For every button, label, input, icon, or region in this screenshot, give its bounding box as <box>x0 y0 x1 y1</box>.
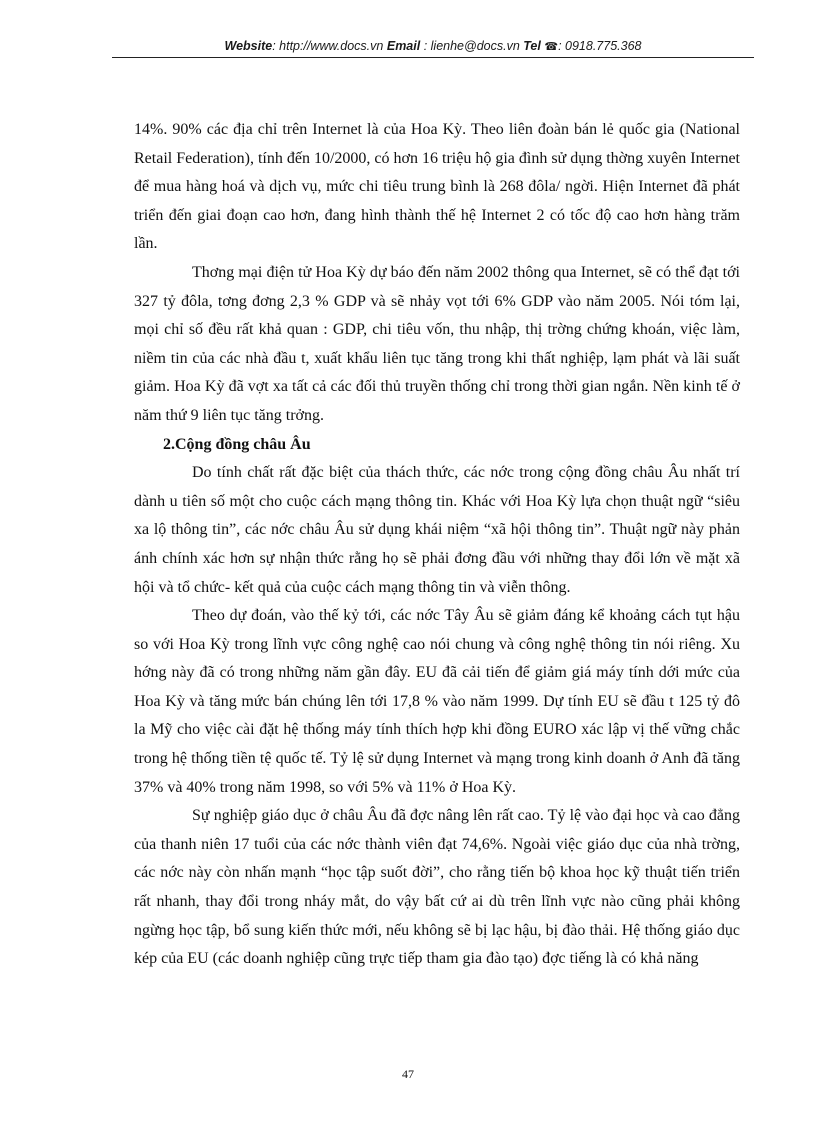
website-value: : http://www.docs.vn <box>272 39 384 53</box>
website-label: Website <box>224 39 273 53</box>
page-header <box>112 39 754 58</box>
tel-value: : 0918.775.368 <box>558 39 642 53</box>
email-value: : lienhe@docs.vn <box>423 39 520 53</box>
tel-label: Tel <box>523 39 541 53</box>
paragraph-4: Theo dự đoán, vào thế kỷ tới, các nớc Tây Âu sẽ giảm đáng kể khoảng cách tụt hậu so với Hoa Kỳ trong lĩnh vực công nghệ cao nói chung và công nghệ thông tin nói riêng. Xu hớng này đã có trong những năm gần đây. EU đã cải tiến để giảm giá máy tính dới mức của Hoa Kỳ và tăng mức bán chúng lên tới 17,8 % vào năm 1999. Dự tính EU sẽ đầu t 125 tỷ đô la Mỹ cho việc cài đặt hệ thống máy tính thích hợp khi đồng EURO xác lập vị thế vững chắc trong hệ thống tiền tệ quốc tế. Tỷ lệ sử dụng Internet và mạng trong kinh doanh ở Anh đã tăng 37% và 40% trong năm 1998, so với 5% và 11% ở Hoa Kỳ. <box>134 607 740 796</box>
phone-icon: ☎ <box>544 41 559 53</box>
paragraph-3: Do tính chất rất đặc biệt của thách thức, các nớc trong cộng đồng châu Âu nhất trí dành u tiên số một cho cuộc cách mạng thông tin. Khác với Hoa Kỳ lựa chọn thuật ngữ “siêu xa lộ thông tin”, các nớc châu Âu sử dụng khái niệm “xã hội thông tin”. Thuật ngữ này phản ánh chính xác hơn sự nhận thức rằng họ sẽ phải đơng đầu với những thay đổi lớn về mặt xã hội và tổ chức- kết quả của cuộc cách mạng thông tin và viễn thông. <box>134 464 740 596</box>
paragraph-1: 14%. 90% các địa chỉ trên Internet là của Hoa Kỳ. Theo liên đoàn bán lẻ quốc gia (National Retail Federation), tính đến 10/2000, có hơn 16 triệu hộ gia đình sử dụng thờng xuyên Internet để mua hàng hoá và dịch vụ, mức chi tiêu trung bình là 268 đôla/ ngời. Hiện Internet đã phát triển đến giai đoạn cao hơn, đang hình thành thế hệ Internet 2 có tốc độ cao hơn hàng trăm lần. <box>134 121 740 253</box>
document-body <box>134 116 740 974</box>
paragraph-2: Thơng mại điện tử Hoa Kỳ dự báo đến năm 2002 thông qua Internet, sẽ có thể đạt tới 327 tỷ đôla, tơng đơng 2,3 % GDP và sẽ nhảy vọt tới 6% GDP vào năm 2005. Nói tóm lại, mọi chỉ số đều rất khả quan : GDP, chi tiêu vốn, thu nhập, thị trờng chứng khoán, việc làm, niềm tin của các nhà đầu t, xuất khẩu liên tục tăng trong khi thất nghiệp, lạm phát và lãi suất giảm. Hoa Kỳ đã vợt xa tất cả các đối thủ truyền thống chỉ trong thời gian ngắn. Nền kinh tế ở năm thứ 9 liên tục tăng trởng. <box>134 263 740 424</box>
email-label: Email <box>386 39 421 53</box>
section-heading: 2.Cộng đồng châu Âu <box>163 435 311 453</box>
paragraph-5: Sự nghiệp giáo dục ở châu Âu đã đợc nâng lên rất cao. Tỷ lệ vào đại học và cao đẳng của thanh niên 17 tuổi của các nớc thành viên đạt 74,6%. Ngoài việc giáo dục của nhà trờng, các nớc này còn nhấn mạnh “học tập suốt đời”, cho rằng tiến bộ khoa học kỹ thuật tiến triển rất nhanh, thay đổi trong nháy mắt, do vậy bất cứ ai dù trên lĩnh vực nào cũng phải không ngừng học tập, bổ sung kiến thức mới, nếu không sẽ bị lạc hậu, bị đào thải. Hệ thống giáo dục kép của EU (các doanh nghiệp cũng trực tiếp tham gia đào tạo) đợc tiếng là có khả năng <box>134 807 740 968</box>
page-number: 47 <box>402 1067 414 1081</box>
